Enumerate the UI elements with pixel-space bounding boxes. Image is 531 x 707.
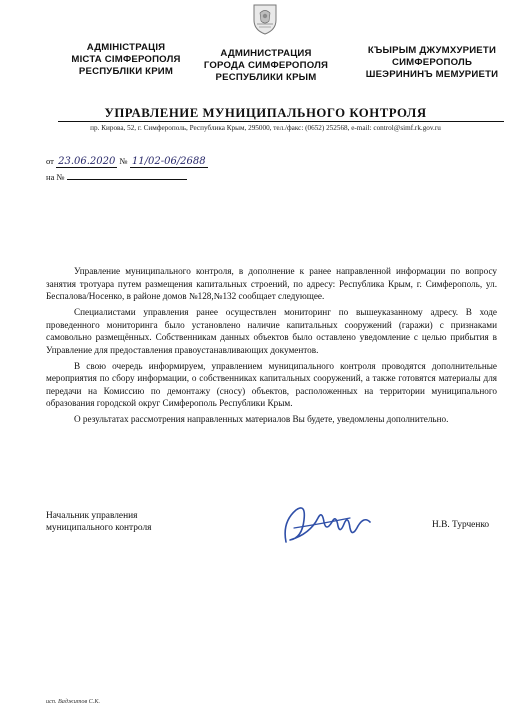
header-left-line: АДМІНІСТРАЦІЯ: [86, 42, 166, 53]
header-center-line: РЕСПУБЛИКИ КРЫМ: [215, 72, 317, 83]
header-left-line: МІСТА СІМФЕРОПОЛЯ: [71, 54, 181, 65]
handwritten-signature: [280, 498, 378, 550]
department-divider: [58, 121, 504, 122]
header-right-block: [338, 45, 526, 81]
registration-from-label: от: [46, 156, 54, 166]
header-center-line: АДМИНИСТРАЦИЯ: [220, 48, 312, 59]
registration-to-blank: [67, 170, 187, 180]
header-left-line: РЕСПУБЛІКИ КРИМ: [78, 66, 174, 77]
body-paragraph: Специалистами управления ранее осуществлен мониторинг по вышеуказанному адресу. В ходе проведенного мониторинга было установлено наличие капитальных сооружений (гаражи) с признаками самовольно размещённых. Собственникам данных объектов было оставлено уведомление с целью прибытия в Управление для предоставления правоустанавливающих документов.: [46, 307, 497, 355]
signatory-title-line: муниципального контроля: [46, 523, 152, 533]
header-center-block: [186, 48, 346, 84]
header-right-line: СИМФЕРОПОЛЬ: [391, 57, 473, 68]
registration-from-line: [46, 156, 208, 167]
department-title: УПРАВЛЕНИЕ МУНИЦИПАЛЬНОГО КОНТРОЛЯ: [104, 106, 427, 120]
registration-number-sign: №: [119, 156, 128, 166]
registration-date: 23.06.2020: [58, 156, 116, 167]
body-paragraph: О результатах рассмотрения направленных материалов Вы будете, уведомлены дополнительно.: [74, 414, 449, 424]
header-right-line: КЪЫРЫМ ДЖУМХУРИЕТИ: [367, 45, 497, 56]
body-paragraph: Управление муниципального контроля, в дополнение к ранее направленной информации по вопросу занятия тротуара путем размещения капитальных строений, по адресу: Республика Крым, г. Симферополь, ул. Беспалова/Носенко, в районе домов №128,№132 сообщает следующее.: [46, 266, 497, 301]
registration-to-line: [46, 170, 187, 182]
coat-of-arms-emblem: [251, 2, 279, 36]
body-paragraph: В свою очередь информируем, управлением муниципального контроля проводятся дополнительные мероприятия по сбору информации, о собственниках капитальных сооружений, а также готовятся материалы для передачи на Комиссию по демонтажу (сносу) объектов, расположенных на территории муниципального образования городской округ Симферополь Республики Крым.: [46, 360, 497, 408]
department-address: пр. Кирова, 52, г. Симферополь, Республика Крым, 295000, тел./факс: (0652) 252568, e-mail: control@simf.rk.gov.ru: [90, 124, 441, 132]
executor-note: исп. Ваджитов С.К.: [46, 698, 101, 705]
registration-number: 11/02-06/2688: [131, 156, 206, 167]
header-left-block: [46, 42, 206, 78]
signatory-name: Н.В. Турченко: [432, 520, 490, 530]
signatory-title: [46, 510, 152, 534]
letter-body: [46, 265, 497, 429]
header-right-line: ШЕЭРИНИНЪ МЕМУРИЕТИ: [365, 69, 499, 80]
signatory-title-line: Начальник управления: [46, 511, 138, 521]
header-center-line: ГОРОДА СИМФЕРОПОЛЯ: [203, 60, 329, 71]
registration-to-label: на №: [46, 172, 65, 182]
